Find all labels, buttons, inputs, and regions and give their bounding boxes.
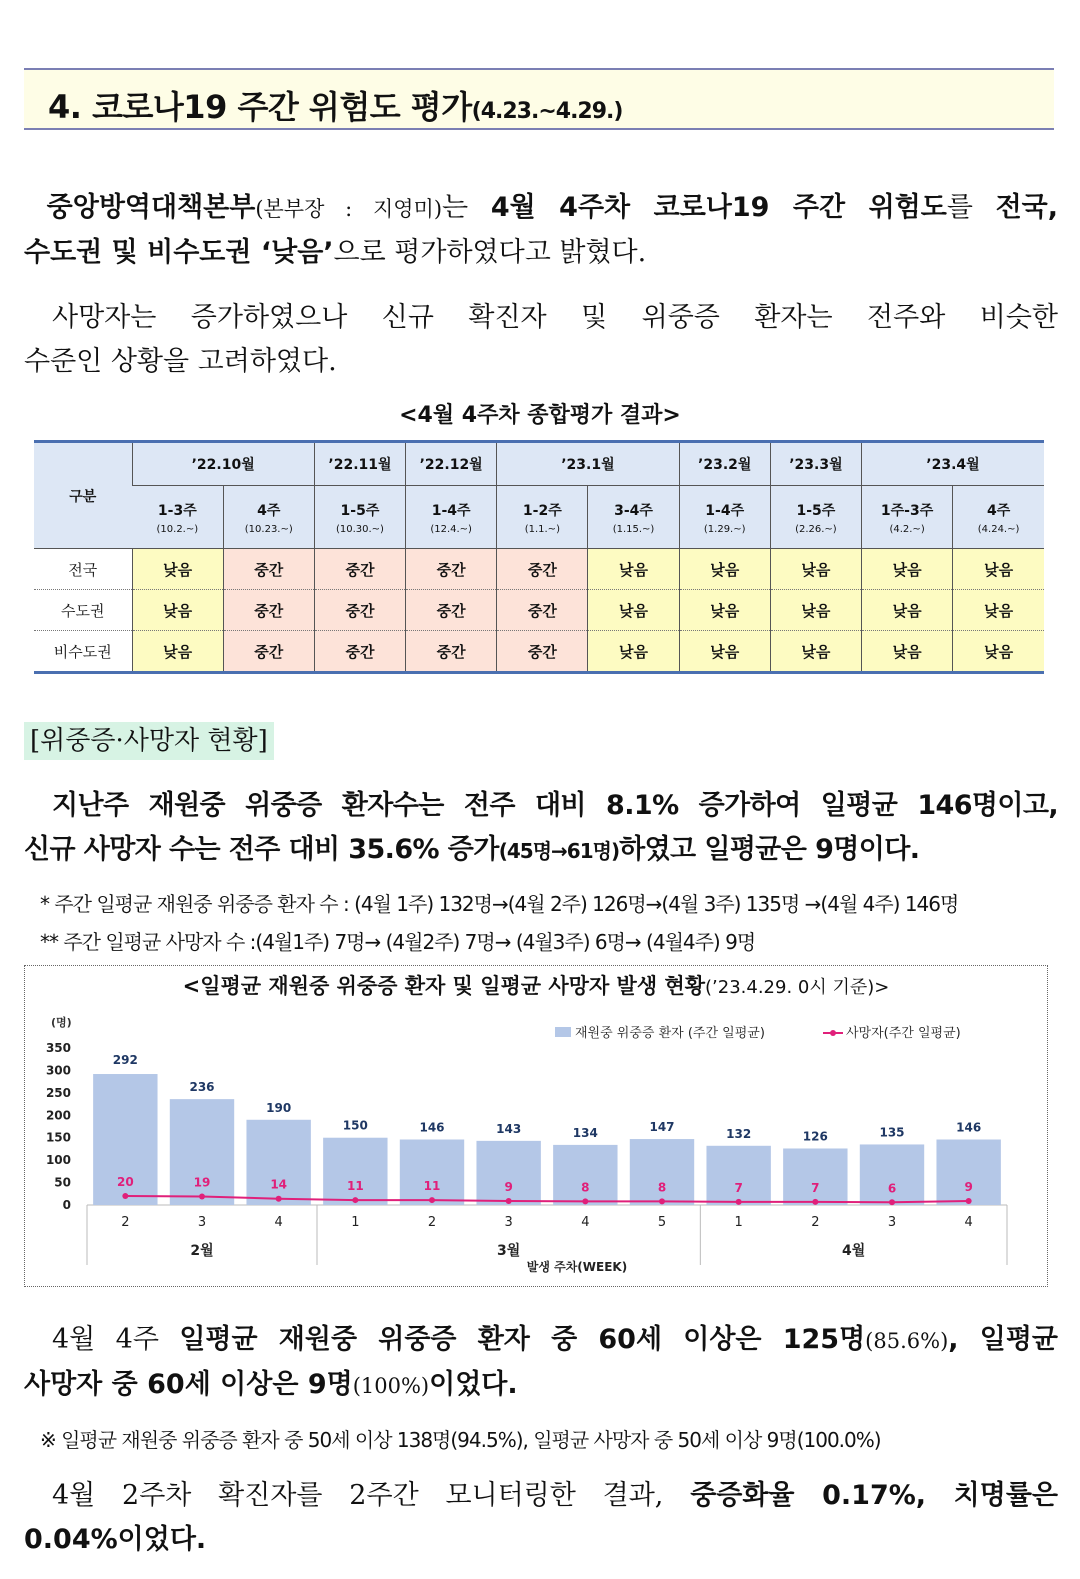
y-axis-unit-label: (명) xyxy=(51,1016,72,1029)
x-tick-label: 2 xyxy=(811,1215,820,1230)
death-point xyxy=(736,1199,742,1205)
death-data-label: 8 xyxy=(581,1180,590,1195)
risk-level-cell: 낮음 xyxy=(679,590,770,631)
week-label: 1-2주 xyxy=(522,502,562,519)
week-date: (10.23.~) xyxy=(244,523,293,535)
chart-title-main: <일평균 재원중 위중증 환자 및 일평균 사망자 발생 현황 xyxy=(182,974,706,998)
week-header xyxy=(953,486,1044,549)
y-tick-label: 350 xyxy=(45,1041,71,1055)
death-data-label: 6 xyxy=(887,1181,897,1196)
y-tick-label: 300 xyxy=(45,1063,71,1078)
week-header xyxy=(770,486,861,549)
bar-data-label: 147 xyxy=(649,1120,675,1135)
week-date: (12.4.~) xyxy=(430,523,472,535)
chart-svg xyxy=(25,966,1047,1286)
bar xyxy=(860,1144,924,1205)
p1-bold-3: 수도권 및 비수도권 ‘낮음’ xyxy=(24,237,334,268)
table-row xyxy=(34,590,1044,631)
risk-level-cell: 중간 xyxy=(406,549,497,590)
week-date: (2.26.~) xyxy=(795,523,837,535)
bar-data-label: 292 xyxy=(112,1053,138,1068)
p3-line-1: 지난주 재원중 위중증 환자수는 전주 대비 8.1% 증가하여 일평균 146명이고, xyxy=(52,790,1058,821)
risk-level-cell: 중간 xyxy=(314,631,405,673)
week-header xyxy=(679,486,770,549)
x-tick-label: 3 xyxy=(197,1215,207,1230)
week-date: (4.2.~) xyxy=(889,523,925,535)
p1-bold-2: 전국, xyxy=(995,192,1059,223)
death-data-label: 9 xyxy=(964,1179,973,1194)
table-row xyxy=(34,631,1044,673)
death-point xyxy=(582,1198,588,1204)
p3-line-2a: 신규 사망자 수는 전주 대비 35.6% 증가 xyxy=(24,834,499,865)
region-cell: 전국 xyxy=(34,549,132,590)
table-row xyxy=(34,549,1044,590)
p5-bold-1: 중증화율 0.17%, 치명률은 xyxy=(690,1480,1058,1511)
section-heading: [위중증·사망자 현황] xyxy=(24,722,274,760)
p4-bold-4: 이었다. xyxy=(429,1369,518,1400)
x-tick-label: 2 xyxy=(427,1215,437,1230)
risk-level-cell: 낮음 xyxy=(588,549,679,590)
bar xyxy=(630,1139,694,1205)
p4-text-1: 4월 4주 xyxy=(52,1324,180,1355)
paragraph-reason xyxy=(24,296,1058,384)
week-label: 1-4주 xyxy=(705,502,745,519)
p5-bold-2: 0.04%이었다. xyxy=(24,1524,207,1555)
risk-assessment-table xyxy=(34,440,1044,674)
p4-pct-1: (85.6%) xyxy=(865,1329,949,1353)
legend-line-label: 사망자(주간 일평균) xyxy=(846,1026,961,1041)
y-tick-label: 0 xyxy=(62,1198,71,1212)
paragraph-age-60 xyxy=(24,1318,1058,1408)
week-date: (1.15.~) xyxy=(612,523,655,535)
death-point xyxy=(812,1199,818,1205)
death-data-label: 14 xyxy=(270,1177,288,1192)
y-tick-label: 250 xyxy=(45,1085,71,1100)
week-header-row xyxy=(34,486,1044,549)
death-point xyxy=(276,1196,282,1202)
death-data-label: 9 xyxy=(504,1179,513,1194)
week-label: 4주 xyxy=(986,502,1011,519)
risk-level-cell: 중간 xyxy=(223,631,314,673)
bar-data-label: 146 xyxy=(419,1120,445,1135)
week-header xyxy=(497,486,588,549)
bar-data-label: 135 xyxy=(879,1125,905,1140)
death-point xyxy=(966,1198,972,1204)
month-header: ’22.12월 xyxy=(406,442,497,486)
y-tick-label: 100 xyxy=(45,1153,71,1168)
month-header: ’23.2월 xyxy=(679,442,770,486)
bar xyxy=(400,1140,464,1205)
legend-line-marker xyxy=(830,1030,836,1036)
risk-level-cell: 중간 xyxy=(314,549,405,590)
legend-bar-label: 재원중 위중증 환자 (주간 일평균) xyxy=(575,1026,765,1041)
week-header xyxy=(223,486,314,549)
death-point xyxy=(506,1198,512,1204)
week-header xyxy=(132,486,223,549)
death-point xyxy=(352,1197,358,1203)
title-main: 4. 코로나19 주간 위험도 평가 xyxy=(48,88,472,126)
risk-level-cell: 중간 xyxy=(223,549,314,590)
org-name: 중앙방역대책본부 xyxy=(46,192,256,223)
week-header xyxy=(406,486,497,549)
p4-bold-2: , 일평균 xyxy=(948,1324,1058,1355)
risk-level-cell: 중간 xyxy=(497,590,588,631)
month-group-label: 2월 xyxy=(190,1243,214,1259)
p5-text-1: 4월 2주차 확진자를 2주간 모니터링한 결과, xyxy=(52,1480,691,1511)
death-point xyxy=(889,1199,895,1205)
bar-data-label: 146 xyxy=(956,1120,982,1135)
org-sub: (본부장 : 지영미) xyxy=(255,197,443,221)
p2-line-2: 수준인 상황을 고려하였다. xyxy=(24,346,337,377)
risk-level-cell: 낮음 xyxy=(862,549,953,590)
x-tick-label: 1 xyxy=(351,1215,360,1230)
death-data-label: 20 xyxy=(116,1175,134,1190)
death-point xyxy=(659,1198,665,1204)
death-data-label: 7 xyxy=(811,1180,820,1195)
p4-bold-3: 사망자 중 60세 이상은 9명 xyxy=(24,1369,353,1400)
week-date: (4.24.~) xyxy=(977,523,1020,535)
risk-level-cell: 낮음 xyxy=(953,590,1044,631)
paragraph-risk-summary xyxy=(24,186,1058,275)
week-label: 1주-3주 xyxy=(880,502,934,519)
risk-level-cell: 낮음 xyxy=(588,590,679,631)
x-tick-label: 5 xyxy=(657,1215,667,1230)
p1-bold-1: 4월 4주차 코로나19 주간 위험도 xyxy=(490,192,947,223)
p1-text-3: 으로 평가하였다고 밝혔다. xyxy=(333,237,647,268)
title-period: (4.23.~4.29.) xyxy=(471,99,623,124)
week-header xyxy=(588,486,679,549)
p3-line-2c: 하였고 일평균은 9명이다. xyxy=(619,834,920,865)
bar xyxy=(476,1141,540,1205)
risk-level-cell: 낮음 xyxy=(953,549,1044,590)
death-data-label: 7 xyxy=(734,1180,743,1195)
region-cell: 비수도권 xyxy=(34,631,132,673)
risk-level-cell: 낮음 xyxy=(770,631,861,673)
week-date: (10.30.~) xyxy=(335,523,384,535)
bar xyxy=(706,1146,770,1205)
p2-line-1: 사망자는 증가하였으나 신규 확진자 및 위중증 환자는 전주와 비슷한 xyxy=(52,302,1058,333)
x-tick-label: 4 xyxy=(581,1215,590,1230)
bar xyxy=(246,1120,310,1205)
bar-data-label: 190 xyxy=(266,1100,292,1115)
table-corner-header: 구분 xyxy=(34,442,132,549)
risk-level-cell: 낮음 xyxy=(862,631,953,673)
risk-level-cell: 낮음 xyxy=(862,590,953,631)
week-label: 4주 xyxy=(257,502,281,519)
risk-level-cell: 낮음 xyxy=(770,590,861,631)
paragraph-severe-status xyxy=(24,784,1058,873)
bar-data-label: 126 xyxy=(802,1129,828,1144)
week-label: 3-4주 xyxy=(614,502,653,519)
death-data-label: 11 xyxy=(423,1179,441,1194)
bar-data-label: 236 xyxy=(189,1080,215,1095)
week-date: (10.2.~) xyxy=(156,523,199,535)
note-severe-weekly: * 주간 일평균 재원중 위중증 환자 수 : (4월 1주) 132명→(4월 2주) 126명→(4월 3주) 135명 →(4월 4주) 146명 xyxy=(40,892,959,916)
x-tick-label: 2 xyxy=(121,1215,130,1230)
month-group-label: 4월 xyxy=(842,1243,866,1259)
x-tick-label: 4 xyxy=(274,1215,283,1230)
death-data-label: 8 xyxy=(657,1180,667,1195)
risk-level-cell: 낮음 xyxy=(953,631,1044,673)
legend-bar-swatch xyxy=(555,1027,571,1037)
death-data-label: 11 xyxy=(346,1179,364,1194)
week-header xyxy=(314,486,405,549)
week-label: 1-4주 xyxy=(431,502,471,519)
note-death-weekly: ** 주간 일평균 사망자 수 :(4월1주) 7명→ (4월2주) 7명→ (4월3주) 6명→ (4월4주) 9명 xyxy=(40,930,756,954)
section-title-box xyxy=(24,68,1054,130)
y-tick-label: 200 xyxy=(45,1108,71,1123)
p1-text-1: 는 xyxy=(442,192,491,223)
x-tick-label: 1 xyxy=(734,1215,743,1230)
risk-level-cell: 낮음 xyxy=(132,631,223,673)
bar xyxy=(936,1140,1000,1205)
month-header: ’22.11월 xyxy=(314,442,405,486)
risk-level-cell: 낮음 xyxy=(132,590,223,631)
risk-level-cell: 중간 xyxy=(497,631,588,673)
section-title xyxy=(48,82,622,128)
p4-pct-2: (100%) xyxy=(352,1374,430,1398)
risk-level-cell: 낮음 xyxy=(679,631,770,673)
y-tick-label: 50 xyxy=(54,1175,71,1190)
table-caption: <4월 4주차 종합평가 결과> xyxy=(399,403,681,428)
risk-level-cell: 중간 xyxy=(497,549,588,590)
note-age-50: ※ 일평균 재원중 위중증 환자 중 50세 이상 138명(94.5%), 일평균 사망자 중 50세 이상 9명(100.0%) xyxy=(40,1428,881,1452)
death-point xyxy=(122,1193,128,1199)
death-point xyxy=(199,1193,205,1199)
x-tick-label: 3 xyxy=(504,1215,513,1230)
week-label: 1-5주 xyxy=(340,502,380,519)
week-header xyxy=(862,486,953,549)
risk-level-cell: 낮음 xyxy=(679,549,770,590)
risk-level-cell: 낮음 xyxy=(132,549,223,590)
bar-data-label: 134 xyxy=(572,1125,598,1140)
risk-level-cell: 중간 xyxy=(223,590,314,631)
month-header: ’22.10월 xyxy=(132,442,314,486)
month-header: ’23.3월 xyxy=(770,442,861,486)
bar-data-label: 132 xyxy=(726,1126,752,1141)
p4-bold-1: 일평균 재원중 위중증 환자 중 60세 이상은 125명 xyxy=(179,1324,866,1355)
risk-level-cell: 중간 xyxy=(406,590,497,631)
risk-level-cell: 낮음 xyxy=(588,631,679,673)
risk-level-cell: 낮음 xyxy=(770,549,861,590)
chart-container xyxy=(24,965,1048,1287)
region-cell: 수도권 xyxy=(34,590,132,631)
death-data-label: 19 xyxy=(193,1175,211,1190)
bar xyxy=(323,1138,387,1205)
risk-level-cell: 중간 xyxy=(314,590,405,631)
month-header: ’23.4월 xyxy=(862,442,1045,486)
x-tick-label: 4 xyxy=(964,1215,973,1230)
week-label: 1-5주 xyxy=(796,502,836,519)
bar xyxy=(553,1145,617,1205)
y-tick-label: 150 xyxy=(45,1130,71,1145)
p1-text-2: 를 xyxy=(946,192,996,223)
x-axis-title: 발생 주차(WEEK) xyxy=(526,1260,628,1274)
chart-title-sub: (’23.4.29. 0시 기준)> xyxy=(705,977,890,998)
month-header: ’23.1월 xyxy=(497,442,679,486)
paragraph-monitoring xyxy=(24,1474,1058,1562)
x-tick-label: 3 xyxy=(887,1215,897,1230)
p3-line-2b: (45명→61명) xyxy=(498,839,620,863)
bar-data-label: 143 xyxy=(496,1121,522,1136)
month-group-label: 3월 xyxy=(497,1243,521,1259)
week-date: (1.1.~) xyxy=(524,523,560,535)
week-label: 1-3주 xyxy=(157,502,197,519)
month-header-row xyxy=(34,442,1044,486)
bar xyxy=(783,1148,847,1205)
risk-level-cell: 중간 xyxy=(406,631,497,673)
week-date: (1.29.~) xyxy=(703,523,746,535)
death-point xyxy=(429,1197,435,1203)
bar-data-label: 150 xyxy=(342,1118,368,1133)
